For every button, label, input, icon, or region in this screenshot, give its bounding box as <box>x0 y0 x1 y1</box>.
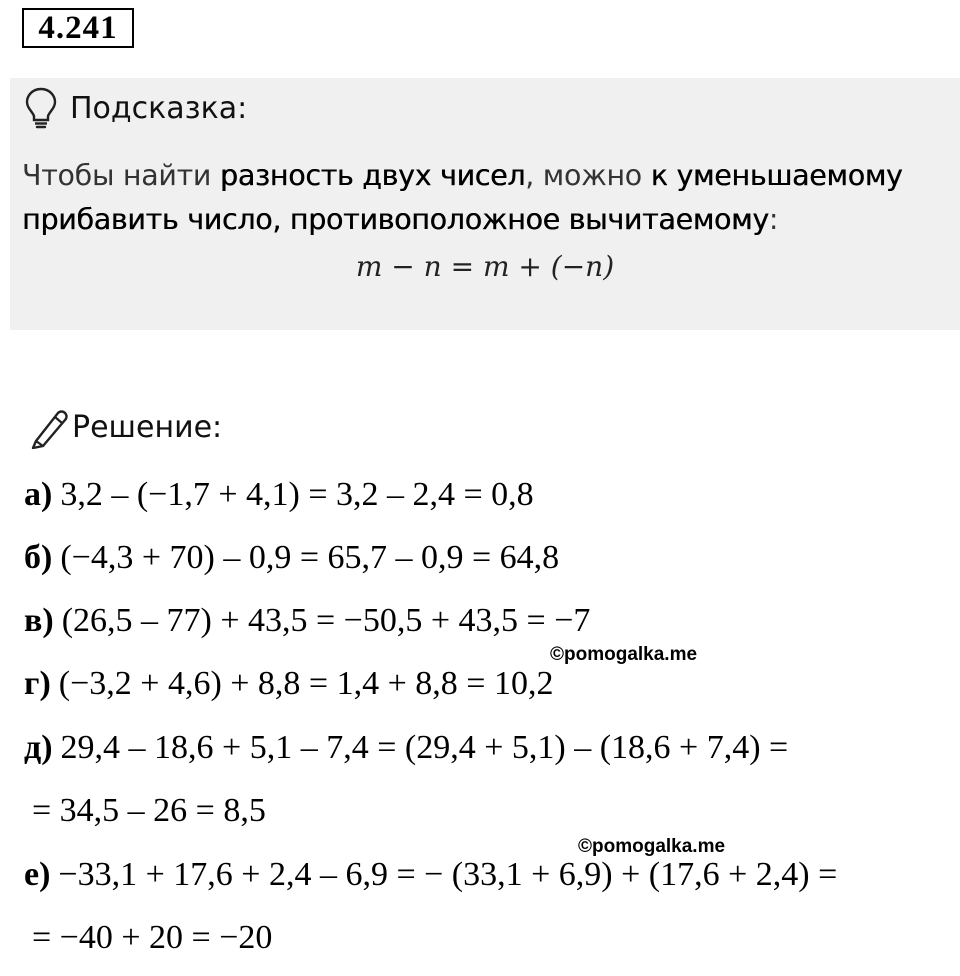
problem-number: 4.241 <box>22 8 134 48</box>
solution-line <box>24 728 788 768</box>
hint-text <box>22 154 947 242</box>
solution-line <box>24 601 590 641</box>
hint-box <box>10 78 960 330</box>
line-label: а) <box>24 476 53 513</box>
hint-text-part: : <box>768 203 779 236</box>
hint-header <box>24 86 247 130</box>
watermark: ©pomogalka.me <box>578 836 726 857</box>
solution-line <box>24 791 266 831</box>
line-label: б) <box>24 539 53 576</box>
solution-header <box>28 403 222 451</box>
line-expression: (26,5 – 77) + 43,5 = −50,5 + 43,5 = −7 <box>61 602 591 639</box>
line-label: е) <box>24 856 51 893</box>
solution-title: Решение: <box>72 409 223 445</box>
line-expression: −33,1 + 17,6 + 2,4 – 6,9 = − (33,1 + 6,9) + (17,6 + 2,4) = <box>58 856 838 893</box>
hint-formula: m − n = m + (−n) <box>355 250 615 283</box>
line-expression: = 34,5 – 26 = 8,5 <box>32 792 266 829</box>
solution-line <box>24 664 553 704</box>
line-label: в) <box>24 602 54 639</box>
hint-text-part: Чтобы найти <box>22 159 220 192</box>
solution-line <box>24 918 272 958</box>
line-expression: 3,2 – (−1,7 + 4,1) = 3,2 – 2,4 = 0,8 <box>60 476 534 513</box>
watermark: ©pomogalka.me <box>550 644 698 665</box>
hint-title: Подсказка: <box>70 90 248 126</box>
solution-line <box>24 475 534 515</box>
solution-line <box>24 855 837 895</box>
line-expression: (−4,3 + 70) – 0,9 = 65,7 – 0,9 = 64,8 <box>60 539 560 576</box>
hint-text-bold: разность двух чисел <box>219 159 526 192</box>
line-expression: = −40 + 20 = −20 <box>32 919 273 956</box>
hint-text-part: , можно <box>525 159 651 192</box>
line-expression: (−3,2 + 4,6) + 8,8 = 1,4 + 8,8 = 10,2 <box>58 665 554 702</box>
pencil-icon <box>28 405 68 449</box>
line-expression: 29,4 – 18,6 + 5,1 – 7,4 = (29,4 + 5,1) – (18,6 + 7,4) = <box>60 729 789 766</box>
lightbulb-icon <box>24 86 58 130</box>
hint-text-bold: к уменьшаемому прибавить число, противоположное вычитаемому <box>22 159 903 236</box>
line-label: д) <box>24 729 53 766</box>
solution-line <box>24 538 559 578</box>
line-label: г) <box>24 665 51 702</box>
